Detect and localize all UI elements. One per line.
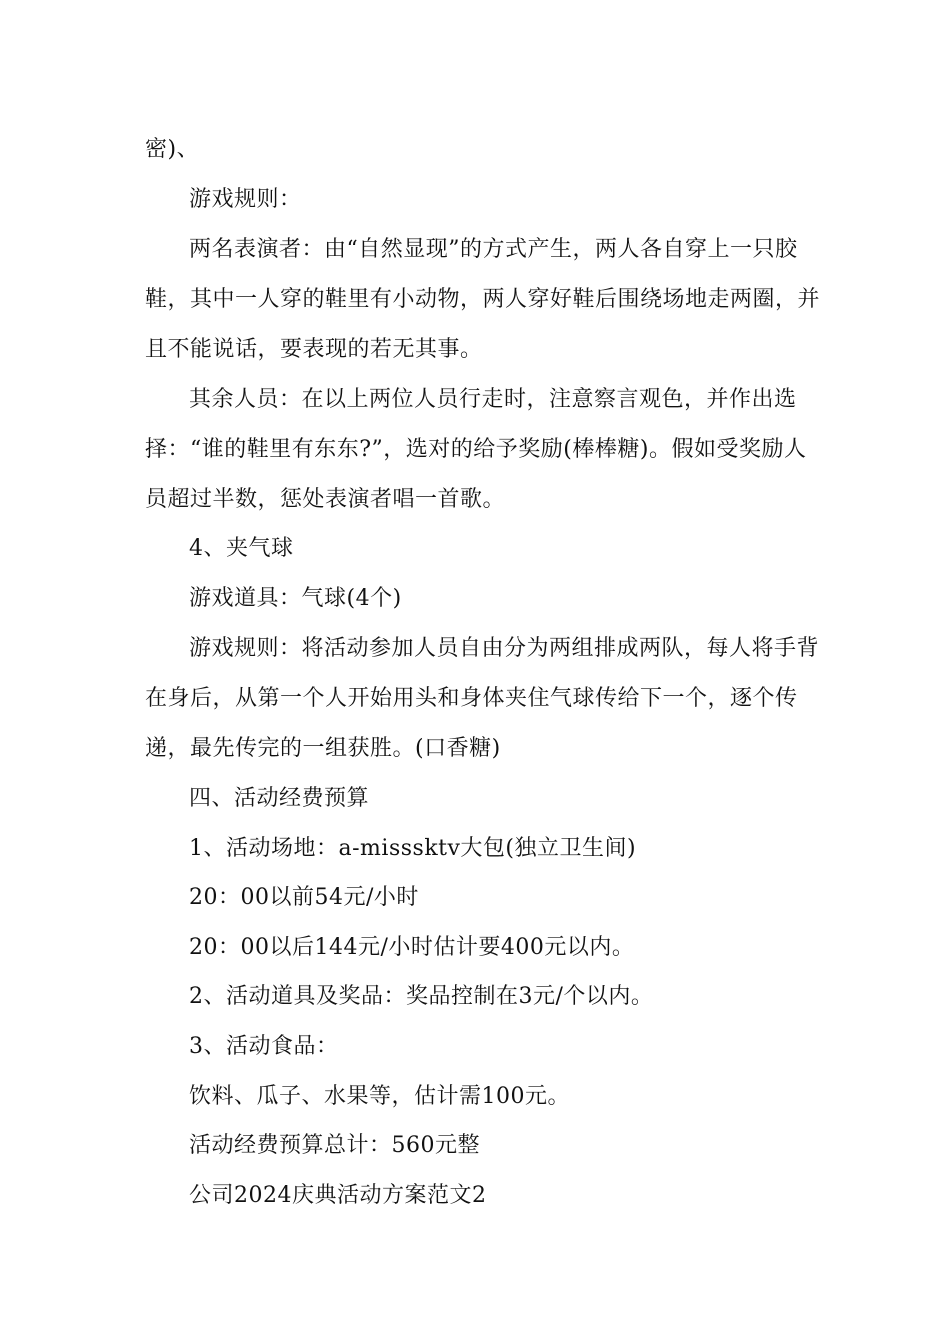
- game-rules-heading: 游戏规则：: [189, 187, 302, 212]
- price-before-line: 20：00以前54元/小时: [189, 885, 419, 910]
- paragraph-continuation: 密)、: [145, 137, 200, 162]
- performers-paragraph: 两名表演者：由“自然显现”的方式产生，两人各自穿上一只胶鞋，其中一人穿的鞋里有小动物，两人穿好鞋后围绕场地走两圈，并且不能说话，要表现的若无其事。: [145, 237, 821, 362]
- game-props-line: 游戏道具：气球(4个): [189, 586, 402, 611]
- props-prizes-line: 2、活动道具及奖品：奖品控制在3元/个以内。: [189, 984, 654, 1009]
- next-section-title: 公司2024庆典活动方案范文2: [189, 1183, 487, 1208]
- food-heading: 3、活动食品：: [189, 1034, 339, 1059]
- balloon-rules-paragraph: 游戏规则：将活动参加人员自由分为两组排成两队，每人将手背在身后，从第一个人开始用头和身体夹住气球传给下一个，逐个传递，最先传完的一组获胜。(口香糖): [145, 636, 820, 761]
- price-after-line: 20：00以后144元/小时估计要400元以内。: [189, 935, 635, 960]
- budget-heading: 四、活动经费预算: [189, 786, 370, 811]
- food-line: 饮料、瓜子、水果等，估计需100元。: [189, 1084, 570, 1109]
- balloon-game-heading: 4、夹气球: [189, 536, 294, 561]
- budget-total-line: 活动经费预算总计：560元整: [189, 1133, 480, 1158]
- venue-line: 1、活动场地：a-misssktv大包(独立卫生间): [189, 836, 637, 861]
- others-paragraph: 其余人员：在以上两位人员行走时，注意察言观色，并作出选择：“谁的鞋里有东东?”，选对的给予奖励(棒棒糖)。假如受奖励人员超过半数，惩处表演者唱一首歌。: [145, 387, 807, 512]
